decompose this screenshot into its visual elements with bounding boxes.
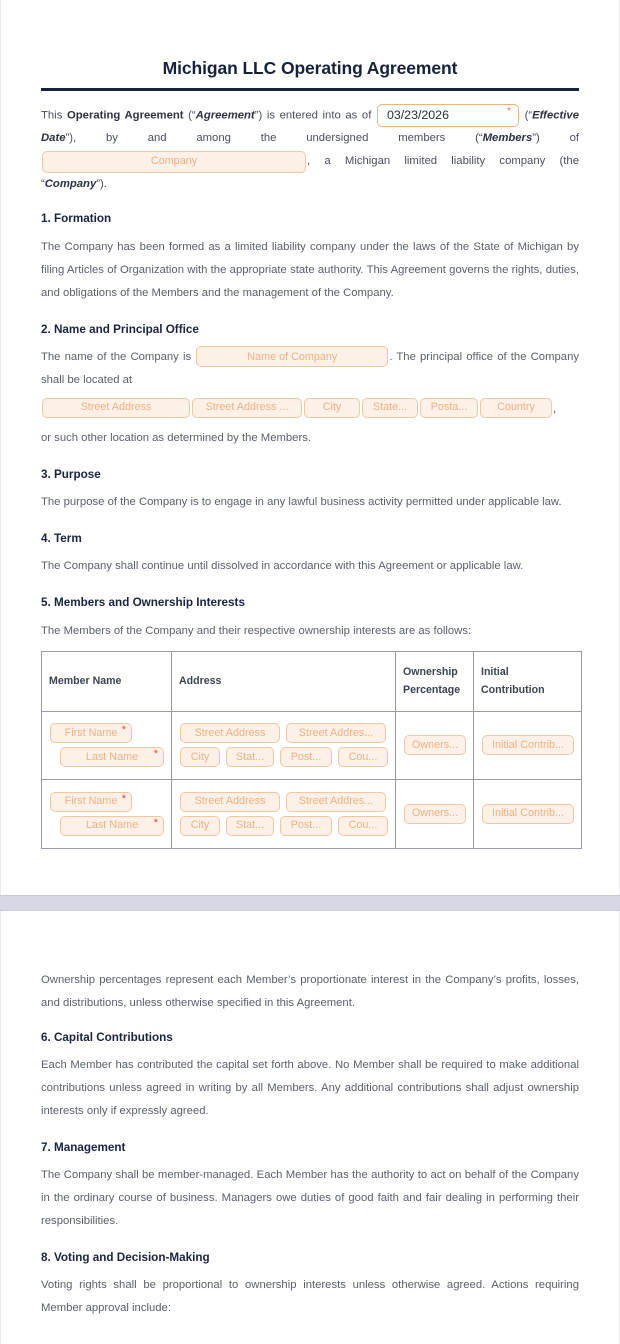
- office-street-address-field[interactable]: Street Address: [42, 398, 190, 418]
- required-asterisk-icon: *: [154, 749, 158, 760]
- member-2-ownership-percentage-field[interactable]: Owners...: [404, 804, 466, 824]
- member-name-stack: [49, 723, 165, 767]
- section-heading-formation: 1. Formation: [41, 211, 579, 226]
- office-country-field[interactable]: Country: [480, 398, 552, 418]
- section-body-management: The Company shall be member-managed. Each Member has the authority to act on behalf of the Company in the ordinary course of business. Managers owe duties of good faith and fair dealing in performing their responsibilities.: [41, 1164, 579, 1233]
- intro-text-6: (“: [520, 109, 532, 121]
- section-heading-purpose: 3. Purpose: [41, 467, 579, 482]
- member-name-cell: [42, 712, 172, 780]
- members-table-caption: The Members of the Company and their respective ownership interests are as follows:: [41, 620, 579, 643]
- column-header-address: Address: [172, 652, 396, 712]
- member-2-last-name-field[interactable]: [60, 816, 164, 836]
- member-1-first-name-field[interactable]: [50, 723, 132, 743]
- section-body-purpose: The purpose of the Company is to engage in any lawful business activity permitted under applicable law.: [41, 491, 579, 514]
- section-body-voting: Voting rights shall be proportional to ownership interests unless otherwise agreed. Actions requiring Member approval include:: [41, 1274, 579, 1320]
- member-address-cell: [172, 780, 396, 848]
- member-1-ownership-percentage-field[interactable]: Owners...: [404, 735, 466, 755]
- effective-date-value: 03/23/2026: [387, 109, 449, 121]
- intro-text-10: ”) of: [532, 132, 579, 144]
- member-1-city-field[interactable]: City: [180, 747, 220, 767]
- member-2-last-name-placeholder: Last Name: [86, 820, 138, 831]
- member-contribution-cell: [474, 780, 581, 848]
- office-postal-code-field[interactable]: Posta...: [420, 398, 478, 418]
- member-ownership-cell: [396, 780, 474, 848]
- intro-text-1: This: [41, 109, 67, 121]
- member-address-cell: [172, 712, 396, 780]
- effective-date-field[interactable]: [377, 104, 519, 127]
- member-address-line-2: [179, 816, 389, 836]
- member-name-cell: [42, 780, 172, 848]
- column-header-member-name: Member Name: [42, 652, 172, 712]
- section-heading-voting: 8. Voting and Decision-Making: [41, 1250, 579, 1265]
- section-heading-capital-contributions: 6. Capital Contributions: [41, 1030, 579, 1045]
- member-1-last-name-placeholder: Last Name: [86, 752, 138, 763]
- member-2-street-address-field[interactable]: Street Address: [180, 792, 280, 812]
- office-city-field[interactable]: City: [304, 398, 360, 418]
- page-title: Michigan LLC Operating Agreement: [41, 58, 579, 79]
- required-asterisk-icon: *: [507, 107, 511, 117]
- section-body-capital-contributions: Each Member has contributed the capital set forth above. No Member shall be required to make additional contributions unless agreed in writing by all Members. Any additional contributions shall adjust ownership interests only if expressly agreed.: [41, 1054, 579, 1123]
- intro-term-agreement: Operating Agreement: [67, 109, 184, 121]
- section-body-formation: The Company has been formed as a limited liability company under the laws of the State of Michigan by filing Articles of Organization with the appropriate state authority. This Agreement governs the rights, duties, and obligations of the Members and the management of the Company.: [41, 236, 579, 305]
- table-row: [42, 780, 581, 848]
- member-name-stack: [49, 792, 165, 836]
- section-body-ownership-note: Ownership percentages represent each Member’s proportionate interest in the Company’s profits, losses, and distributions, unless otherwise specified in this Agreement.: [41, 969, 579, 1015]
- member-1-postal-code-field[interactable]: Post...: [280, 747, 332, 767]
- intro-term-company: Company: [45, 178, 96, 190]
- member-2-city-field[interactable]: City: [180, 816, 220, 836]
- required-asterisk-icon: *: [154, 818, 158, 829]
- office-street-address-2-field[interactable]: Street Address ...: [192, 398, 302, 418]
- member-address-stack: [179, 792, 389, 836]
- section-heading-term: 4. Term: [41, 531, 579, 546]
- required-asterisk-icon: *: [122, 725, 126, 736]
- table-header-row: [42, 652, 581, 712]
- principal-office-address-row: [41, 396, 579, 421]
- intro-text-11: , a Michigan limited liability company (the “: [41, 155, 579, 190]
- member-address-line-1: [179, 723, 389, 743]
- members-table: [41, 651, 582, 849]
- section-body-name-office-tail: or such other location as determined by the Members.: [41, 427, 579, 450]
- member-1-street-address-field[interactable]: Street Address: [180, 723, 280, 743]
- member-address-stack: [179, 723, 389, 767]
- intro-paragraph: [41, 104, 579, 196]
- member-address-line-1: [179, 792, 389, 812]
- address-trailing-comma: ,: [553, 403, 556, 415]
- member-2-initial-contribution-field[interactable]: Initial Contrib...: [482, 804, 574, 824]
- intro-term-members: Members: [483, 132, 533, 144]
- document-page-2: [0, 911, 620, 1344]
- member-address-line-2: [179, 747, 389, 767]
- section-heading-members-ownership: 5. Members and Ownership Interests: [41, 595, 579, 610]
- member-1-last-name-field[interactable]: [60, 747, 164, 767]
- section-body-name-office: [41, 346, 579, 392]
- company-name-field[interactable]: Company: [42, 151, 306, 173]
- required-asterisk-icon: *: [122, 794, 126, 805]
- name-of-company-field[interactable]: Name of Company: [196, 346, 388, 367]
- intro-text-8: ”), by and among the undersigned members (“: [66, 132, 483, 144]
- member-1-state-field[interactable]: Stat...: [226, 747, 274, 767]
- title-divider: [41, 88, 579, 91]
- name-office-lead-after: . The principal office of the Company shall be located at: [41, 351, 579, 386]
- column-header-ownership-percentage: Ownership Percentage: [396, 652, 474, 712]
- member-2-country-field[interactable]: Cou...: [338, 816, 388, 836]
- intro-text-13: ”).: [96, 178, 107, 190]
- column-header-initial-contribution: Initial Contribution: [474, 652, 581, 712]
- member-2-first-name-field[interactable]: [50, 792, 132, 812]
- table-row: [42, 712, 581, 780]
- member-1-initial-contribution-field[interactable]: Initial Contrib...: [482, 735, 574, 755]
- name-office-lead-before: The name of the Company is: [41, 351, 195, 363]
- intro-text-5: ”) is entered into as of: [255, 109, 376, 121]
- member-1-first-name-placeholder: First Name: [65, 728, 118, 739]
- intro-text-3: (“: [184, 109, 196, 121]
- section-heading-name-office: 2. Name and Principal Office: [41, 322, 579, 337]
- office-state-field[interactable]: State...: [362, 398, 418, 418]
- member-ownership-cell: [396, 712, 474, 780]
- member-2-street-address-2-field[interactable]: Street Addres...: [286, 792, 386, 812]
- section-body-term: The Company shall continue until dissolved in accordance with this Agreement or applicable law.: [41, 555, 579, 578]
- member-1-street-address-2-field[interactable]: Street Addres...: [286, 723, 386, 743]
- member-contribution-cell: [474, 712, 581, 780]
- section-heading-management: 7. Management: [41, 1140, 579, 1155]
- member-1-country-field[interactable]: Cou...: [338, 747, 388, 767]
- page-break-separator: [0, 895, 620, 911]
- intro-term-agreement-quoted: Agreement: [196, 109, 255, 121]
- member-2-state-field[interactable]: Stat...: [226, 816, 274, 836]
- intro-term-effective-date: Effective Date: [41, 109, 579, 144]
- member-2-postal-code-field[interactable]: Post...: [280, 816, 332, 836]
- member-2-first-name-placeholder: First Name: [65, 796, 118, 807]
